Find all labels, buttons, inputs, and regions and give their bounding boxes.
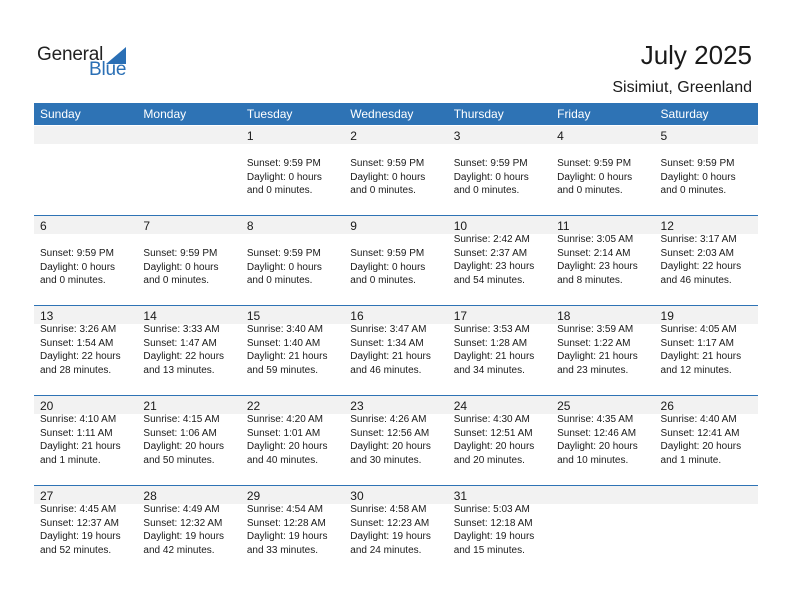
- sun-info-line: Daylight: 0 hours: [660, 171, 736, 183]
- sun-info-line: and 13 minutes.: [143, 364, 215, 376]
- sun-info-line: Daylight: 20 hours: [557, 441, 638, 453]
- sun-info-line: and 40 minutes.: [246, 454, 319, 466]
- day-cell: [655, 395, 758, 485]
- weekday-header: Saturday: [660, 107, 709, 121]
- sun-info-line: Sunrise: 5:03 AM: [453, 504, 530, 515]
- sun-info-line: Sunrise: 4:26 AM: [350, 414, 427, 425]
- sun-info-line: and 0 minutes.: [557, 185, 623, 197]
- day-sun-info: [143, 413, 224, 467]
- day-number: 25: [557, 399, 571, 413]
- day-number: 1: [246, 129, 254, 143]
- day-sun-info: [557, 157, 632, 198]
- day-cell: [655, 215, 758, 305]
- sun-info-line: and 0 minutes.: [660, 185, 727, 197]
- sun-info-line: and 0 minutes.: [40, 275, 106, 287]
- sun-info-line: Daylight: 20 hours: [453, 441, 535, 453]
- sun-info-line: Sunrise: 4:58 AM: [350, 504, 427, 515]
- day-sun-info: [454, 323, 535, 377]
- day-cell: [241, 485, 344, 575]
- sun-info-line: Sunrise: 3:40 AM: [246, 324, 323, 335]
- day-cell: [137, 485, 240, 575]
- day-cell: [551, 125, 654, 215]
- weekday-header-row: [34, 103, 758, 125]
- sun-info-line: Sunrise: 3:26 AM: [40, 324, 117, 335]
- sun-info-line: and 33 minutes.: [246, 544, 319, 556]
- day-number: 5: [660, 129, 668, 143]
- day-sun-info: [350, 413, 431, 467]
- sun-info-line: Sunset: 1:01 AM: [246, 427, 321, 439]
- week-cells: [34, 125, 758, 215]
- sun-info-line: Sunrise: 4:30 AM: [453, 414, 530, 425]
- sun-info-line: Sunset: 2:37 AM: [453, 247, 528, 259]
- page-title: July 2025: [640, 40, 752, 70]
- day-cell: [241, 125, 344, 215]
- sun-info-line: Daylight: 0 hours: [350, 171, 426, 183]
- week-cells: [34, 395, 758, 485]
- day-cell: [137, 395, 240, 485]
- sun-info-line: Sunset: 9:59 PM: [246, 248, 321, 259]
- day-number: 22: [246, 399, 261, 413]
- sun-info-line: Daylight: 21 hours: [453, 351, 535, 363]
- week-cells: [34, 485, 758, 575]
- day-cell: [448, 215, 551, 305]
- sun-info-line: Sunset: 12:46 AM: [557, 427, 637, 439]
- sun-info-line: Daylight: 21 hours: [246, 351, 328, 363]
- sun-info-line: and 30 minutes.: [350, 454, 422, 466]
- weekday-header: Wednesday: [350, 107, 414, 121]
- day-cell: [34, 125, 137, 215]
- sun-info-line: Daylight: 0 hours: [40, 261, 116, 273]
- day-number: 18: [557, 309, 571, 323]
- day-sun-info: [661, 233, 742, 287]
- sun-info-line: Sunset: 2:03 AM: [660, 247, 734, 259]
- sun-info-line: Sunset: 9:59 PM: [246, 158, 321, 169]
- day-number: 12: [660, 219, 674, 233]
- sun-info-line: Daylight: 20 hours: [143, 441, 225, 453]
- sun-info-line: and 0 minutes.: [350, 275, 416, 287]
- sun-info-line: and 0 minutes.: [350, 185, 416, 197]
- sun-info-line: Sunset: 1:17 AM: [660, 337, 734, 349]
- sun-info-line: Daylight: 21 hours: [557, 351, 638, 363]
- location-subtitle: Sisimiut, Greenland: [612, 79, 752, 96]
- day-cell: [344, 305, 447, 395]
- sun-info-line: Daylight: 0 hours: [453, 171, 529, 183]
- sun-info-line: Daylight: 0 hours: [350, 261, 426, 273]
- sun-info-line: Sunset: 12:28 AM: [246, 517, 326, 529]
- sun-info-line: Daylight: 22 hours: [40, 351, 121, 363]
- sun-info-line: and 1 minute.: [660, 454, 722, 466]
- day-number: 7: [143, 219, 151, 233]
- sun-info-line: Daylight: 20 hours: [660, 441, 742, 453]
- day-number: 23: [350, 399, 364, 413]
- day-cell: [344, 215, 447, 305]
- weekday-header: Monday: [143, 107, 187, 121]
- sun-info-line: Sunset: 9:59 PM: [660, 158, 735, 169]
- day-sun-info: [143, 503, 224, 557]
- sun-info-line: Daylight: 19 hours: [453, 531, 535, 543]
- day-cell: [137, 305, 240, 395]
- sun-info-line: Daylight: 0 hours: [143, 261, 219, 273]
- week-cells: [34, 305, 758, 395]
- sun-info-line: Sunrise: 3:47 AM: [350, 324, 427, 335]
- sun-info-line: Sunrise: 4:45 AM: [40, 504, 117, 515]
- sun-info-line: Sunset: 9:59 PM: [453, 158, 528, 169]
- day-number: 29: [246, 489, 261, 503]
- logo-text-general: General: [37, 44, 104, 65]
- day-number: 11: [557, 219, 570, 233]
- day-sun-info: [350, 503, 431, 557]
- sun-info-line: Sunset: 12:32 AM: [143, 517, 223, 529]
- sun-info-line: Sunset: 9:59 PM: [350, 248, 425, 259]
- day-sun-info: [247, 247, 322, 288]
- sun-info-line: and 0 minutes.: [143, 275, 210, 287]
- sun-info-line: and 10 minutes.: [557, 454, 629, 466]
- sun-info-line: Sunset: 1:40 AM: [246, 337, 321, 349]
- sun-info-line: Daylight: 19 hours: [143, 531, 225, 543]
- day-sun-info: [40, 413, 121, 467]
- sun-info-line: and 54 minutes.: [453, 274, 525, 286]
- sun-info-line: Sunset: 12:41 AM: [660, 427, 740, 439]
- sun-info-line: and 52 minutes.: [40, 544, 112, 556]
- day-sun-info: [143, 247, 218, 288]
- sun-info-line: and 8 minutes.: [557, 274, 623, 286]
- day-sun-info: [247, 157, 322, 198]
- sun-info-line: Daylight: 0 hours: [246, 261, 322, 273]
- weekday-header: Thursday: [453, 107, 504, 121]
- sun-info-line: and 0 minutes.: [453, 185, 520, 197]
- sun-info-line: and 50 minutes.: [143, 454, 215, 466]
- day-sun-info: [454, 503, 535, 557]
- day-sun-info: [143, 323, 224, 377]
- day-cell: [551, 305, 654, 395]
- sun-info-line: and 42 minutes.: [143, 544, 215, 556]
- week-row: [34, 125, 758, 215]
- sun-info-line: Daylight: 19 hours: [246, 531, 328, 543]
- day-number: 31: [453, 489, 468, 503]
- sun-info-line: Sunrise: 4:10 AM: [40, 414, 117, 425]
- sun-info-line: Sunrise: 4:54 AM: [246, 504, 323, 515]
- sun-info-line: Sunrise: 3:17 AM: [660, 234, 737, 245]
- day-cell: [34, 395, 137, 485]
- sun-info-line: Sunset: 9:59 PM: [40, 248, 114, 259]
- sun-info-line: Daylight: 21 hours: [40, 441, 121, 453]
- sun-info-line: and 23 minutes.: [557, 364, 629, 376]
- sun-info-line: Sunset: 1:22 AM: [557, 337, 631, 349]
- sun-info-line: Sunrise: 4:05 AM: [660, 324, 737, 335]
- sun-info-line: Daylight: 23 hours: [557, 261, 638, 273]
- day-cell: [551, 215, 654, 305]
- day-number: 26: [660, 399, 674, 413]
- sun-info-line: Sunset: 1:34 AM: [350, 337, 424, 349]
- day-sun-info: [350, 323, 431, 377]
- sun-info-line: Sunset: 9:59 PM: [350, 158, 425, 169]
- sun-info-line: Sunset: 1:28 AM: [453, 337, 528, 349]
- day-sun-info: [40, 247, 115, 288]
- day-cell: [655, 305, 758, 395]
- week-cells: [34, 215, 758, 305]
- day-number: 16: [350, 309, 364, 323]
- sun-info-line: Daylight: 19 hours: [40, 531, 121, 543]
- week-row: [34, 305, 758, 395]
- day-cell: [137, 215, 240, 305]
- sun-info-line: Daylight: 22 hours: [143, 351, 225, 363]
- sun-info-line: Daylight: 20 hours: [246, 441, 328, 453]
- day-cell: [448, 305, 551, 395]
- day-number: 27: [40, 489, 54, 503]
- day-cell: [655, 125, 758, 215]
- day-number: 4: [557, 129, 564, 143]
- sun-info-line: and 0 minutes.: [246, 275, 313, 287]
- sun-info-line: Sunset: 12:23 AM: [350, 517, 430, 529]
- day-number: 19: [660, 309, 674, 323]
- day-number: 20: [40, 399, 54, 413]
- sun-info-line: Daylight: 0 hours: [246, 171, 322, 183]
- sun-info-line: and 34 minutes.: [453, 364, 525, 376]
- sun-info-line: Sunrise: 4:15 AM: [143, 414, 220, 425]
- sun-info-line: Sunset: 1:11 AM: [40, 427, 113, 439]
- sun-info-line: and 28 minutes.: [40, 364, 112, 376]
- brand-logo: [37, 44, 137, 84]
- sun-info-line: and 0 minutes.: [246, 185, 313, 197]
- sun-info-line: Sunset: 9:59 PM: [143, 248, 218, 259]
- day-sun-info: [247, 323, 328, 377]
- day-number: 9: [350, 219, 357, 233]
- day-cell: [344, 125, 447, 215]
- day-sun-info: [454, 413, 535, 467]
- day-cell: [137, 125, 240, 215]
- sun-info-line: Sunrise: 3:33 AM: [143, 324, 220, 335]
- sun-info-line: and 15 minutes.: [453, 544, 525, 556]
- day-sun-info: [247, 413, 328, 467]
- day-sun-info: [661, 323, 742, 377]
- day-sun-info: [247, 503, 328, 557]
- sun-info-line: and 1 minute.: [40, 454, 101, 466]
- weekday-header: Tuesday: [246, 107, 293, 121]
- sun-info-line: and 12 minutes.: [660, 364, 732, 376]
- week-row: [34, 485, 758, 575]
- sun-info-line: Sunset: 12:51 AM: [453, 427, 533, 439]
- sun-info-line: Daylight: 21 hours: [660, 351, 742, 363]
- weekday-header: Sunday: [40, 107, 81, 121]
- day-sun-info: [454, 233, 535, 287]
- day-number: 3: [453, 129, 461, 143]
- day-number: 6: [40, 219, 47, 233]
- logo-text-blue: Blue: [89, 59, 127, 80]
- day-cell: [241, 215, 344, 305]
- day-number: 21: [143, 399, 157, 413]
- sun-info-line: Daylight: 21 hours: [350, 351, 431, 363]
- sun-info-line: Daylight: 22 hours: [660, 261, 742, 273]
- sun-info-line: Daylight: 23 hours: [453, 261, 535, 273]
- sun-info-line: Sunset: 9:59 PM: [557, 158, 632, 169]
- day-sun-info: [557, 233, 638, 287]
- day-sun-info: [454, 157, 529, 198]
- sun-info-line: Sunrise: 2:42 AM: [453, 234, 530, 245]
- sun-info-line: and 46 minutes.: [660, 274, 732, 286]
- day-number: 2: [350, 129, 357, 143]
- day-number: 30: [350, 489, 364, 503]
- day-number: 24: [453, 399, 468, 413]
- day-sun-info: [557, 413, 638, 467]
- day-cell: [34, 485, 137, 575]
- sun-info-line: Daylight: 0 hours: [557, 171, 633, 183]
- day-cell: [241, 395, 344, 485]
- day-cell: [655, 485, 758, 575]
- sun-info-line: Sunrise: 4:40 AM: [660, 414, 737, 425]
- day-sun-info: [661, 413, 742, 467]
- day-cell: [448, 485, 551, 575]
- sun-info-line: Sunset: 12:56 AM: [350, 427, 430, 439]
- sun-info-line: Sunrise: 4:35 AM: [557, 414, 634, 425]
- day-cell: [34, 215, 137, 305]
- day-cell: [34, 305, 137, 395]
- sun-info-line: Sunset: 1:47 AM: [143, 337, 217, 349]
- sun-info-line: Sunrise: 3:05 AM: [557, 234, 634, 245]
- day-sun-info: [40, 503, 121, 557]
- weeks-container: [34, 125, 758, 575]
- sun-info-line: Sunrise: 4:20 AM: [246, 414, 323, 425]
- week-row: [34, 395, 758, 485]
- sun-info-line: Daylight: 19 hours: [350, 531, 431, 543]
- weekday-header: Friday: [557, 107, 591, 121]
- day-number: 17: [453, 309, 468, 323]
- sun-info-line: Sunset: 2:14 AM: [557, 247, 631, 259]
- sun-info-line: and 20 minutes.: [453, 454, 525, 466]
- sun-info-line: Sunset: 1:54 AM: [40, 337, 114, 349]
- sun-info-line: Sunrise: 4:49 AM: [143, 504, 220, 515]
- day-number: 8: [246, 219, 254, 233]
- day-sun-info: [40, 323, 121, 377]
- day-number: 13: [40, 309, 54, 323]
- day-cell: [344, 395, 447, 485]
- day-cell: [551, 395, 654, 485]
- day-sun-info: [557, 323, 638, 377]
- day-sun-info: [661, 157, 736, 198]
- day-number: 15: [246, 309, 261, 323]
- day-number: 10: [453, 219, 468, 233]
- sun-info-line: Sunset: 12:18 AM: [453, 517, 533, 529]
- day-number: 28: [143, 489, 157, 503]
- sun-info-line: Sunrise: 3:53 AM: [453, 324, 530, 335]
- day-cell: [344, 485, 447, 575]
- sun-info-line: Sunset: 1:06 AM: [143, 427, 217, 439]
- day-number: 14: [143, 309, 157, 323]
- day-sun-info: [350, 247, 425, 288]
- day-cell: [448, 395, 551, 485]
- day-sun-info: [350, 157, 425, 198]
- day-cell: [241, 305, 344, 395]
- sun-info-line: Sunrise: 3:59 AM: [557, 324, 634, 335]
- day-cell: [551, 485, 654, 575]
- calendar-grid: [34, 103, 758, 575]
- sun-info-line: and 46 minutes.: [350, 364, 422, 376]
- sun-info-line: Daylight: 20 hours: [350, 441, 431, 453]
- day-cell: [448, 125, 551, 215]
- sun-info-line: and 59 minutes.: [246, 364, 319, 376]
- week-row: [34, 215, 758, 305]
- sun-info-line: Sunset: 12:37 AM: [40, 517, 119, 529]
- sun-info-line: and 24 minutes.: [350, 544, 422, 556]
